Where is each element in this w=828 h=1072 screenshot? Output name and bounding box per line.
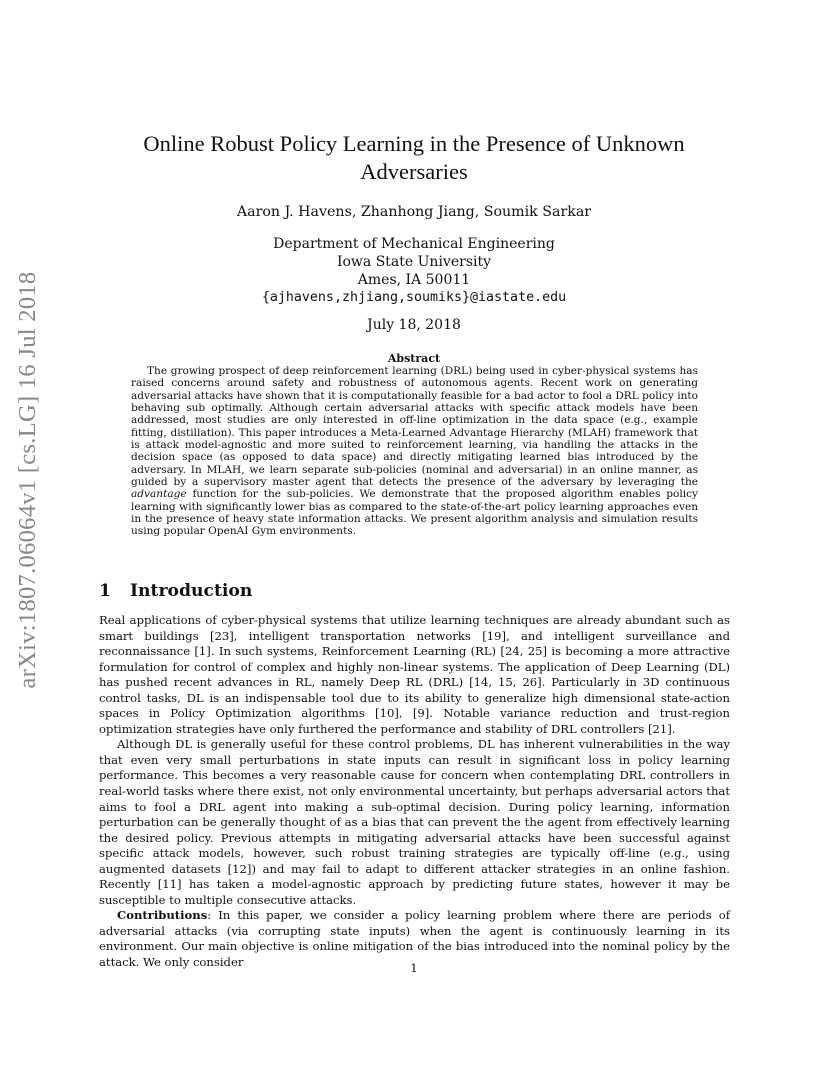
section-heading: [99, 581, 252, 601]
citation-link[interactable]: [24, 25]: [500, 644, 548, 659]
department: Department of Mechanical Engineering: [273, 236, 555, 252]
abstract-emphasis: advantage: [131, 488, 187, 501]
text: ) and may fail to adapt to different attacker strategies in an online fashion. Recently: [99, 861, 730, 892]
arxiv-id-text: arXiv:1807.06064v1 [cs.LG] 16 Jul 2018: [14, 271, 41, 689]
affiliation-block: [110, 235, 718, 307]
citation-link[interactable]: [14, 15, 26]: [469, 675, 542, 690]
abstract-heading: Abstract: [387, 352, 441, 365]
citation-link[interactable]: [10]: [375, 706, 399, 721]
text: .: [671, 721, 676, 736]
section-number: 1: [99, 581, 111, 601]
body-text: [99, 613, 730, 971]
university: Iowa State University: [336, 254, 492, 270]
paper-date: July 18, 2018: [367, 317, 461, 333]
abstract-text: [131, 365, 698, 538]
author-email: {ajhavens,zhjiang,soumiks}@iastate.edu: [261, 290, 567, 305]
text: , and intelligent surveillance and reconnaissance: [99, 628, 731, 659]
citation-link[interactable]: [12]: [227, 861, 252, 876]
paper-authors: Aaron J. Havens, Zhanhong Jiang, Soumik Sarkar: [236, 204, 592, 220]
abstract-part-1: The growing prospect of deep reinforcement learning (DRL) being used in cyber-physical systems has raised concerns around safety and robustness of autonomous agents. Recent work on generating adversarial attacks have shown that it is computationally feasible for a bad actor to fool a DRL policy into behaving sub optimally. Although certain adversarial attacks with specific attack models have been addressed, most studies are only interested in off-line optimization in the data space (e.g., example fitting, distillation). This paper introduces a Meta-Learned Advantage Hierarchy (MLAH) framework that is attack model-agnostic and more suited to reinforcement learning, via handling the attacks in the decision space (as opposed to data space) and directly mitigating learned bias introduced by the adversary. In MLAH, we learn separate sub-policies (nominal and adversarial) in an online manner, as guided by a supervisory master agent that detects the presence of the adversary by leveraging the: [131, 365, 698, 489]
citation-link[interactable]: [9]: [412, 706, 430, 721]
citation-link[interactable]: [1]: [194, 644, 211, 659]
page-number: 1: [410, 961, 418, 975]
paragraph-1: [99, 613, 730, 737]
section-title: Introduction: [129, 581, 253, 601]
text: has taken a model-agnostic approach by predicting future states, however it may be susceptible to multiple consecutive attacks.: [99, 877, 731, 907]
text: is becoming a more attractive formulation for control of complex and highly non-linear systems. The application of Deep Learning (DL) has pushed recent advances in RL, namely Deep RL (DRL): [99, 644, 730, 690]
text: . In such systems, Reinforcement Learning (RL): [210, 644, 501, 659]
text: . Notable variance reduction and trust-region optimization strategies have only furthered the performance and stability of DRL controllers: [99, 706, 730, 736]
contributions-label: Contributions: [117, 908, 208, 923]
citation-link[interactable]: [23]: [209, 628, 234, 643]
text: : In this paper, we consider a policy learning problem where there are periods of adversarial attacks (via corrupting state inputs) when the agent is continuously learning in its environment. Our main objective is online mitigation of the bias introduced into the nominal policy by the attack. We only consider: [99, 908, 730, 970]
abstract-part-2: function for the sub-policies. We demonstrate that the proposed algorithm enables policy learning with significantly lower bias as compared to the state-of-the-art policy learning approaches even in the presence of heavy state information attacks. We present algorithm analysis and simulation results using popular OpenAI Gym environments.: [131, 488, 698, 538]
text: Although DL is generally useful for these control problems, DL has inherent vulnerabilities in the way that even very small perturbations in state inputs can result in significant loss in policy learning performance. This becomes a very reasonable cause for concern when contemplating DRL controllers in real-world tasks where there exist, not only environmental uncertainty, but perhaps adversarial actors that aims to fool a DRL agent into making a sub-optimal decision. During policy learning, information perturbation can be generally thought of as a bias that can prevent the the agent from effectively learning the desired policy. Previous attempts in mitigating adversarial attacks have been successful against specific attack models, however, such robust training strategies are typically off-line (e.g., using augmented datasets: [99, 737, 730, 876]
paper-title: Online Robust Policy Learning in the Presence of Unknown Adversaries: [143, 131, 685, 184]
text: . Particularly in 3D continuous control tasks, DL is an indispensable tool due to its ability to generalize high dimensional state-action spaces in Policy Optimization algorithms: [99, 675, 731, 721]
citation-link[interactable]: [11]: [157, 877, 182, 892]
paragraph-2: [99, 737, 730, 908]
text: Real applications of cyber-physical systems that utilize learning techniques are already abundant such as smart buildings: [99, 613, 730, 643]
text: , intelligent transportation networks: [233, 628, 483, 643]
text: ,: [398, 706, 413, 721]
city: Ames, IA 50011: [357, 272, 471, 288]
arxiv-sidebar-stamp: [8, 271, 48, 689]
citation-link[interactable]: [19]: [482, 628, 507, 643]
citation-link[interactable]: [21]: [647, 721, 672, 736]
